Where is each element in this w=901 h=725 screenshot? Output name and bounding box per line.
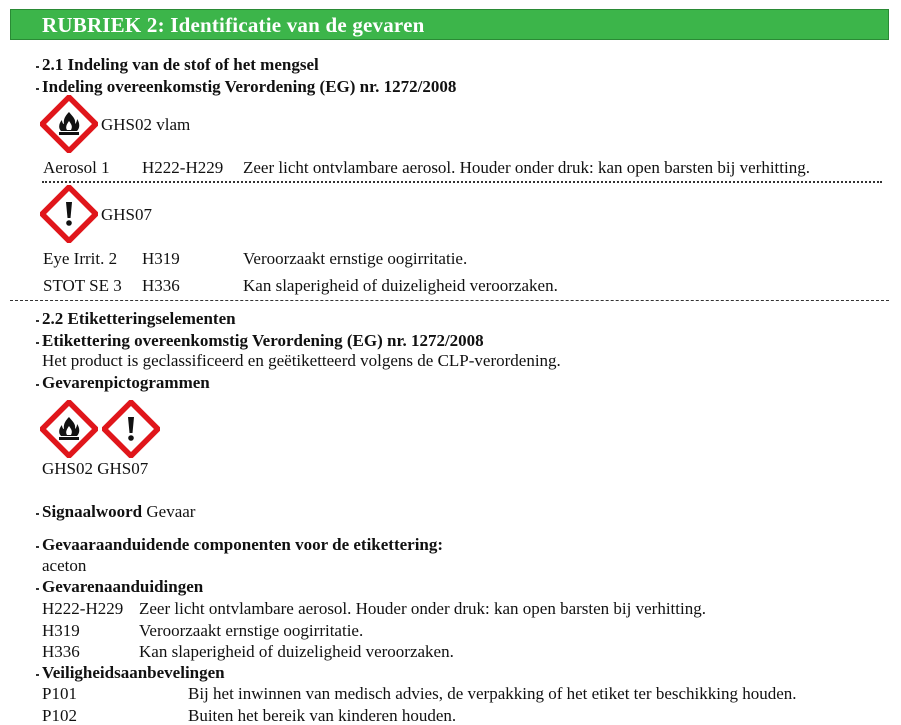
- bullet-dot: [36, 513, 39, 515]
- bullet-dot: [36, 88, 39, 90]
- hazard-code: H336: [42, 642, 80, 661]
- precaution-code: P101: [42, 684, 77, 703]
- row2-class: Eye Irrit. 2: [43, 249, 118, 268]
- row3-code: H336: [142, 276, 180, 295]
- hazard-heading: Gevarenaanduidingen: [42, 577, 204, 596]
- section-header: [10, 9, 889, 40]
- hazard-text: Veroorzaakt ernstige oogirritatie.: [139, 621, 364, 640]
- dashed-divider: [10, 300, 889, 301]
- row1-class: Aerosol 1: [43, 158, 110, 177]
- precaution-text: Buiten het bereik van kinderen houden.: [188, 706, 457, 725]
- s21-subheading: Indeling overeenkomstig Verordening (EG) nr. 1272/2008: [42, 77, 457, 96]
- ghs07-label: GHS07: [101, 205, 153, 224]
- precaution-code: P102: [42, 706, 77, 725]
- s22-intro: Het product is geclassificeerd en geëtiketteerd volgens de CLP-verordening.: [42, 351, 561, 370]
- ghs02-flame-icon: [40, 95, 98, 153]
- row1-code: H222-H229: [142, 158, 224, 177]
- s22-heading: 2.2 Etiketteringselementen: [42, 309, 236, 328]
- bullet-dot: [36, 384, 39, 386]
- components-heading: Gevaaraanduidende componenten voor de etikettering:: [42, 535, 444, 554]
- signal-word-label: Signaalwoord: [42, 502, 143, 521]
- ghs02-flame-icon: [40, 400, 98, 458]
- hazard-code: H222-H229: [42, 599, 124, 618]
- bullet-dot: [36, 674, 39, 676]
- row2-code: H319: [142, 249, 180, 268]
- row3-text: Kan slaperigheid of duizeligheid veroorzaken.: [243, 276, 558, 295]
- pictogram-labels: GHS02 GHS07: [42, 459, 149, 478]
- hazard-text: Zeer licht ontvlambare aerosol. Houder onder druk: kan open barsten bij verhitting.: [139, 599, 706, 618]
- ghs07-exclamation-icon: [102, 400, 160, 458]
- bullet-dot: [36, 342, 39, 344]
- bullet-dot: [36, 320, 39, 322]
- section-title: RUBRIEK 2: Identificatie van de gevaren: [42, 13, 425, 37]
- row2-text: Veroorzaakt ernstige oogirritatie.: [243, 249, 468, 268]
- s22-subheading: Etikettering overeenkomstig Verordening (EG) nr. 1272/2008: [42, 331, 484, 350]
- ghs07-exclamation-icon: [40, 185, 98, 243]
- bullet-dot: [36, 546, 39, 548]
- precaution-heading: Veiligheidsaanbevelingen: [42, 663, 225, 682]
- signal-word-value: Gevaar: [146, 502, 196, 521]
- pictogram-heading: Gevarenpictogrammen: [42, 373, 210, 392]
- row1-text: Zeer licht ontvlambare aerosol. Houder onder druk: kan open barsten bij verhitting.: [243, 158, 810, 177]
- signal-word: [42, 502, 195, 522]
- precaution-text: Bij het inwinnen van medisch advies, de verpakking of het etiket ter beschikking houden.: [188, 684, 797, 703]
- bullet-dot: [36, 588, 39, 590]
- hazard-code: H319: [42, 621, 80, 640]
- s21-heading: 2.1 Indeling van de stof of het mengsel: [42, 55, 319, 74]
- hazard-text: Kan slaperigheid of duizeligheid veroorzaken.: [139, 642, 454, 661]
- dotted-divider: [42, 181, 882, 183]
- row3-class: STOT SE 3: [43, 276, 122, 295]
- bullet-dot: [36, 66, 39, 68]
- ghs02-label: GHS02 vlam: [101, 115, 191, 134]
- component-item: aceton: [42, 556, 87, 575]
